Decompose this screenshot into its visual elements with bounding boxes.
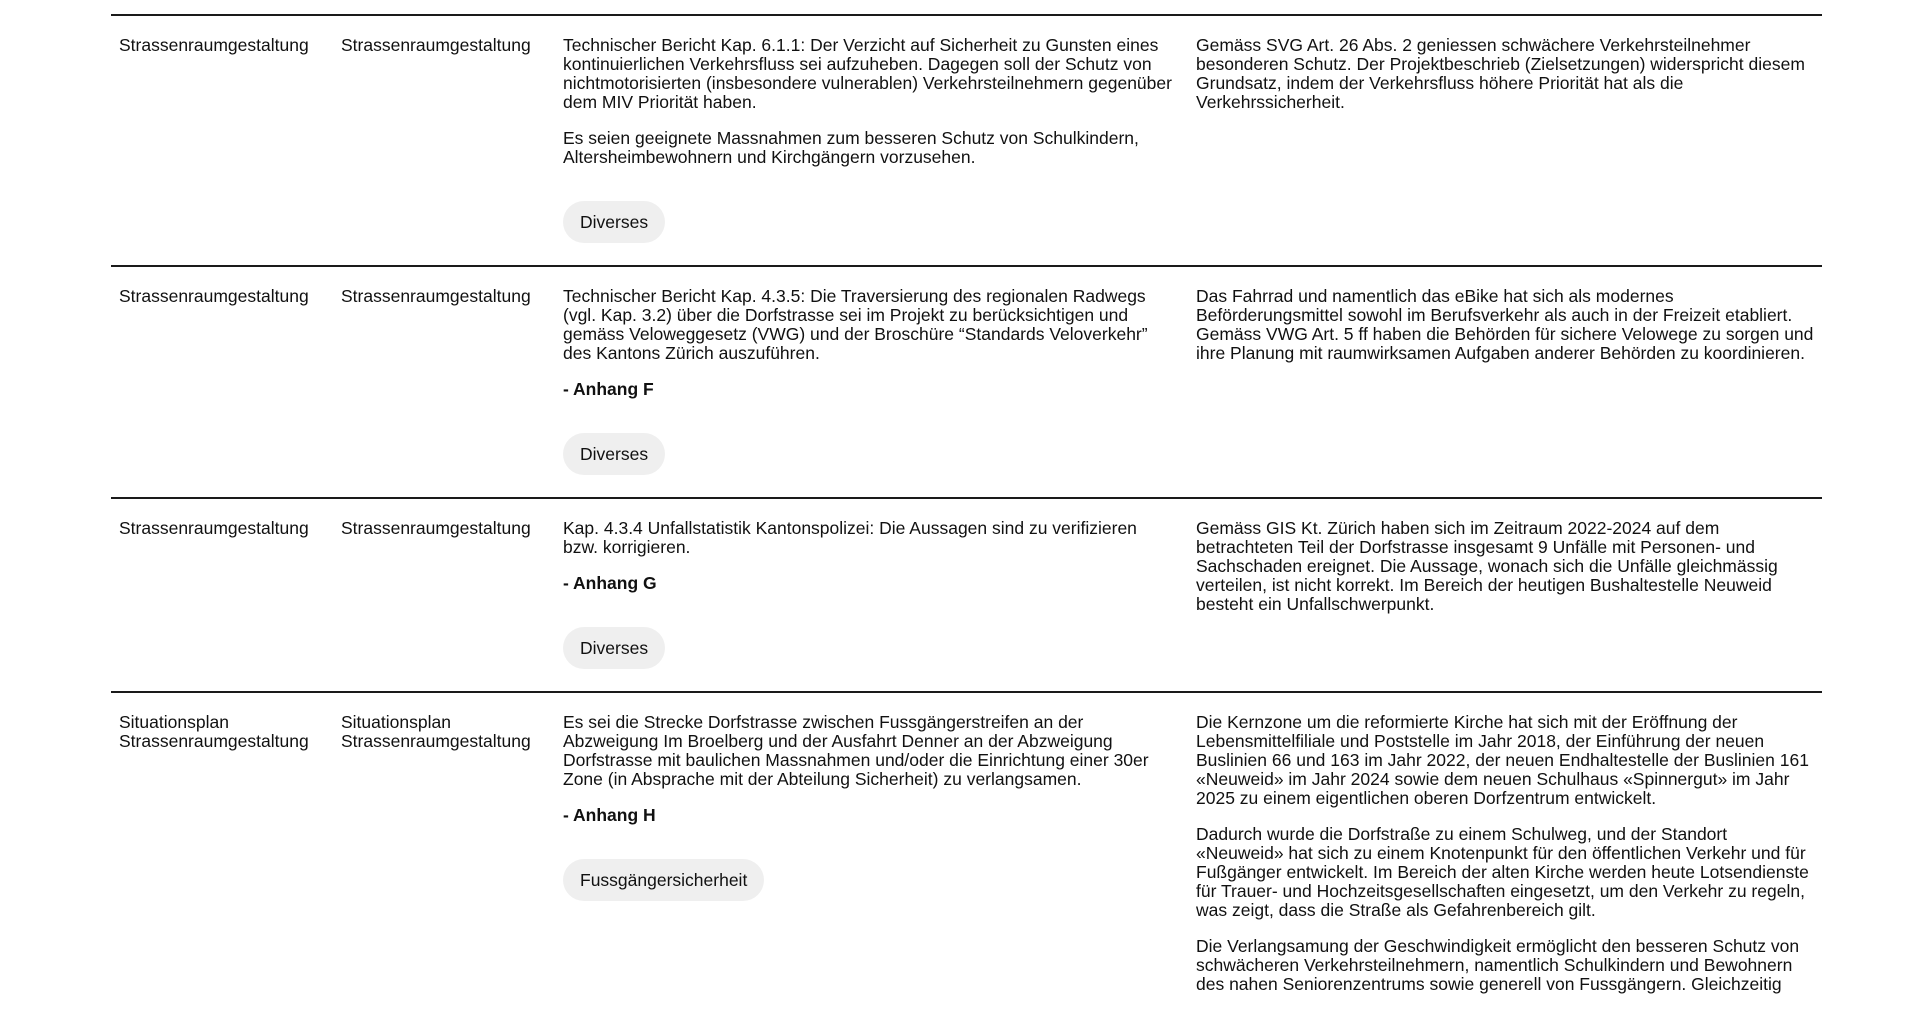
reason-cell <box>1188 713 1822 994</box>
request-cell <box>555 519 1188 669</box>
request-cell <box>555 287 1188 475</box>
anhang-reference: - Anhang F <box>563 379 654 399</box>
request-cell <box>555 713 1188 994</box>
reason-text: Das Fahrrad und namentlich das eBike hat sich als modernes Beförderungsmittel sowohl im Berufsverkehr als auch in der Freizeit etabliert. Gemäss VWG Art. 5 ff haben die Behörden für sichere Velowege zu sorgen und ihre Planung mit raumwirksamen Aufgaben anderer Behörden zu koordinieren. <box>1196 286 1814 363</box>
reason-cell <box>1188 287 1822 475</box>
category-label: Strassenraumgestaltung <box>119 518 309 538</box>
tag-wrap <box>563 627 1174 669</box>
anhang-reference: - Anhang H <box>563 805 656 825</box>
subcategory-cell <box>333 713 555 994</box>
category-label: Strassenraumgestaltung <box>119 35 309 55</box>
subcategory-label: Strassenraumgestaltung <box>341 518 531 538</box>
reason-text: Die Kernzone um die reformierte Kirche hat sich mit der Eröffnung der Lebensmittelfiliale und Poststelle im Jahr 2018, der Einführung der neuen Buslinien 66 und 163 im Jahr 2022, der neuen Endhaltestelle der Buslinien 161 «Neuweid» im Jahr 2024 sowie dem neuen Schulhaus «Spinnergut» im Jahr 2025 zu einem eigentlichen oberen Dorfzentrum entwickelt. <box>1196 712 1809 808</box>
tag-wrap <box>563 201 1174 243</box>
reason-cell <box>1188 36 1822 243</box>
category-label: Strassenraumgestaltung <box>119 731 309 751</box>
tag-chip[interactable]: Diverses <box>563 201 665 243</box>
requests-table <box>111 14 1822 1016</box>
anhang-reference: - Anhang G <box>563 573 657 593</box>
subcategory-label: Strassenraumgestaltung <box>341 35 531 55</box>
reason-text: Die Verlangsamung der Geschwindigkeit ermöglicht den besseren Schutz von schwächeren Verkehrsteilnehmern, namentlich Schulkindern und Bewohnern des nahen Seniorenzentrums sowie generell von Fussgängern. Gleichzeitig <box>1196 936 1800 994</box>
category-label: Strassenraumgestaltung <box>119 286 309 306</box>
tag-chip[interactable]: Fussgängersicherheit <box>563 859 764 901</box>
request-text: Es sei die Strecke Dorfstrasse zwischen Fussgängerstreifen an der Abzweigung Im Broelberg und der Ausfahrt Denner an der Abzweigung Dorfstrasse mit baulichen Massnahmen und/oder die Einrichtung einer 30er Zone (in Absprache mit der Abteilung Sicherheit) zu verlangsamen. <box>563 712 1149 789</box>
tag-chip[interactable]: Diverses <box>563 627 665 669</box>
subcategory-label: Strassenraumgestaltung <box>341 731 531 751</box>
tag-chip[interactable]: Diverses <box>563 433 665 475</box>
request-text: Technischer Bericht Kap. 4.3.5: Die Traversierung des regionalen Radwegs (vgl. Kap. 3.2) über die Dorfstrasse sei im Projekt zu berücksichtigen und gemäss Veloweggesetz (VWG) und der Broschüre “Standards Veloverkehr” des Kantons Zürich auszuführen. <box>563 286 1148 363</box>
table-row <box>111 265 1822 497</box>
request-text: Technischer Bericht Kap. 6.1.1: Der Verzicht auf Sicherheit zu Gunsten eines kontinuierlichen Verkehrsfluss sei aufzuheben. Dagegen soll der Schutz von nichtmotorisierten (insbesondere vulnerablen) Verkehrsteilnehmern gegenüber dem MIV Priorität haben. <box>563 35 1172 112</box>
reason-text: Gemäss GIS Kt. Zürich haben sich im Zeitraum 2022-2024 auf dem betrachteten Teil der Dorfstrasse insgesamt 9 Unfälle mit Personen- und Sachschaden ereignet. Die Aussage, wonach sich die Unfälle gleichmässig verteilen, ist nicht korrekt. Im Bereich der heutigen Bushaltestelle Neuweid besteht ein Unfallschwerpunkt. <box>1196 518 1778 614</box>
subcategory-label: Strassenraumgestaltung <box>341 286 531 306</box>
request-text: Kap. 4.3.4 Unfallstatistik Kantonspolizei: Die Aussagen sind zu verifizieren bzw. korrigieren. <box>563 518 1137 557</box>
subcategory-cell <box>333 36 555 243</box>
tag-wrap <box>563 433 1174 475</box>
request-text: Es seien geeignete Massnahmen zum besseren Schutz von Schulkindern, Altersheimbewohnern und Kirchgängern vorzusehen. <box>563 128 1139 167</box>
table-row <box>111 497 1822 691</box>
table-row <box>111 691 1822 1016</box>
category-cell <box>111 287 333 475</box>
category-cell <box>111 519 333 669</box>
reason-text: Dadurch wurde die Dorfstraße zu einem Schulweg, und der Standort «Neuweid» hat sich zu einem Knotenpunkt für den öffentlichen Verkehr und für Fußgänger entwickelt. Im Bereich der alten Kirche werden heute Lotsendienste für Trauer- und Hochzeitsgesellschaften eingesetzt, um den Verkehr zu regeln, was zeigt, dass die Straße als Gefahrenbereich gilt. <box>1196 824 1809 920</box>
subcategory-label: Situationsplan <box>341 712 451 732</box>
category-cell <box>111 713 333 994</box>
subcategory-cell <box>333 519 555 669</box>
reason-text: Gemäss SVG Art. 26 Abs. 2 geniessen schwächere Verkehrsteilnehmer besonderen Schutz. Der Projektbeschrieb (Zielsetzungen) widerspricht diesem Grundsatz, indem der Verkehrsfluss höhere Priorität hat als die Verkehrssicherheit. <box>1196 35 1805 112</box>
category-cell <box>111 36 333 243</box>
category-label: Situationsplan <box>119 712 229 732</box>
subcategory-cell <box>333 287 555 475</box>
tag-wrap <box>563 859 1174 901</box>
reason-cell <box>1188 519 1822 669</box>
table-row <box>111 14 1822 265</box>
request-cell <box>555 36 1188 243</box>
